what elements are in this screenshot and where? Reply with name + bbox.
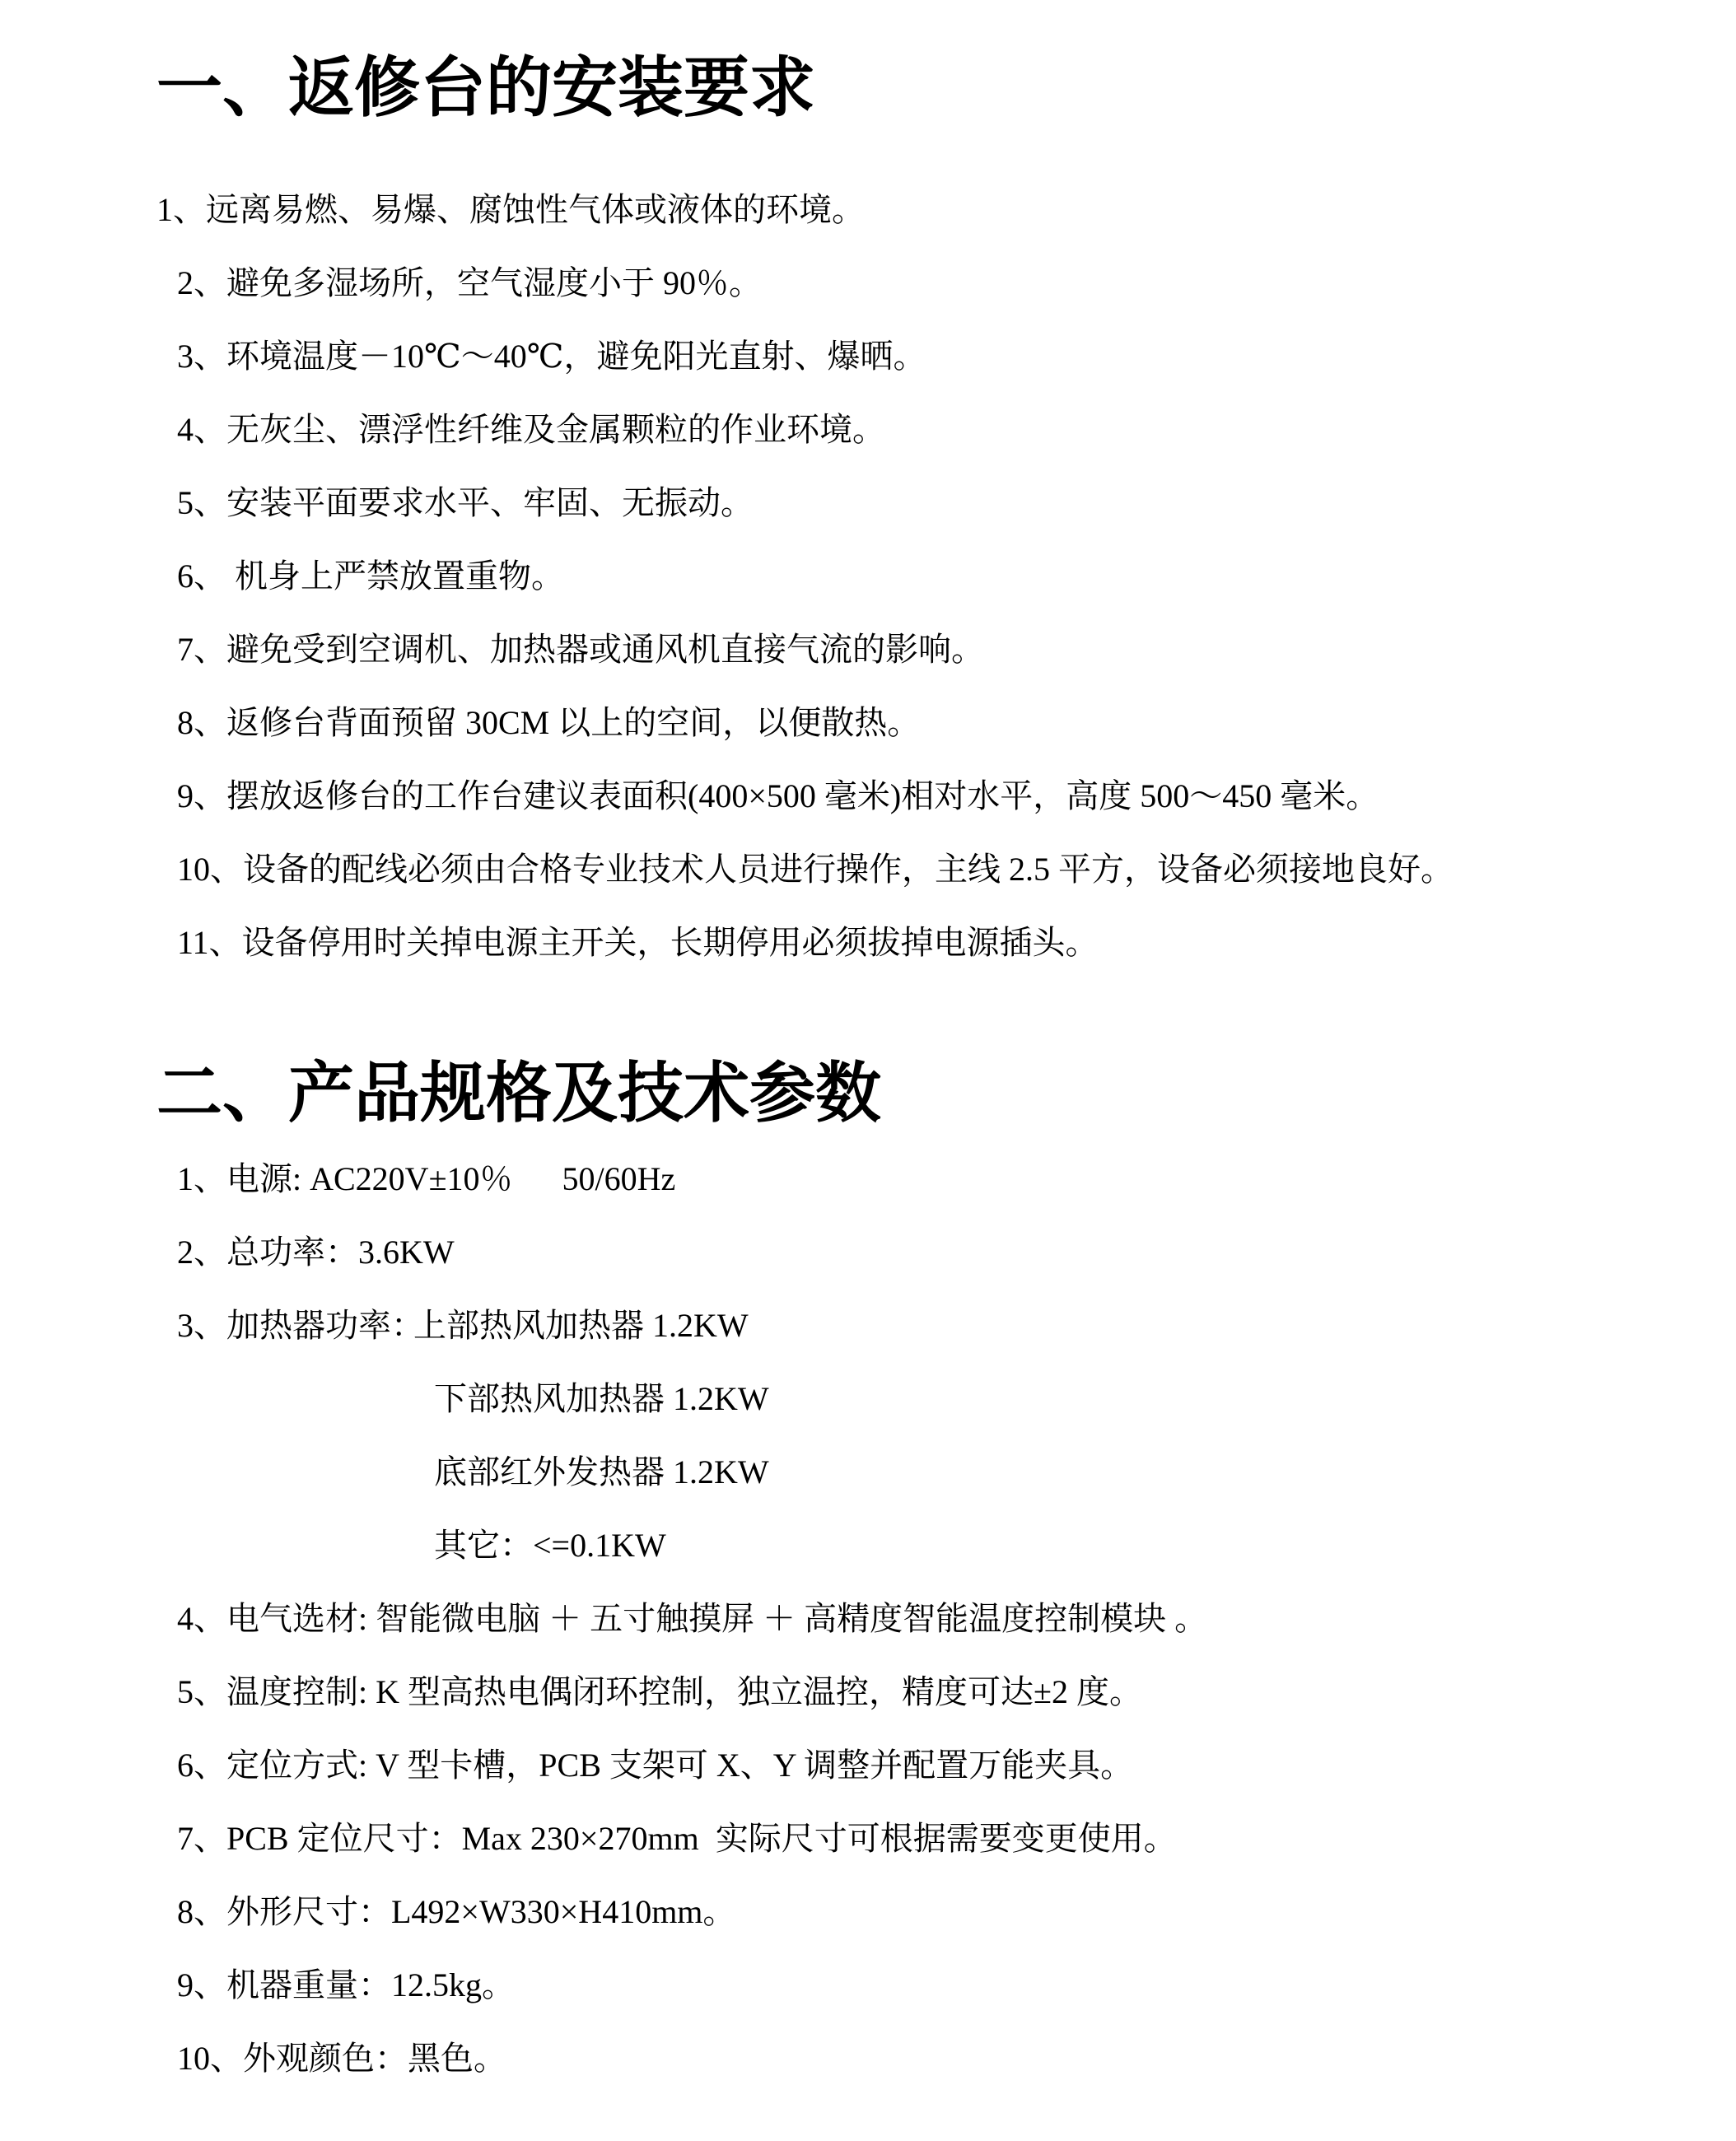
spec-value: 上部热风加热器 1.2KW [413,1307,749,1344]
list-item: 4、电气选材: 智能微电脑 ＋ 五寸触摸屏 ＋ 高精度智能温度控制模块 。 [177,1600,1208,1637]
list-item: 2、总功率：3.6KW [177,1234,455,1271]
section2-list [156,1142,1687,2095]
list-item: 9、机器重量：12.5kg。 [177,1966,515,2003]
list-subitem: 底部红外发热器 1.2KW [434,1453,769,1490]
list-item: 8、返修台背面预留 30CM 以上的空间，以便散热。 [177,704,921,741]
list-item-heater-power [156,1289,1687,1362]
list-item: 1、远离易燃、易爆、腐蚀性气体或液体的环境。 [156,191,865,228]
list-item: 9、摆放返修台的工作台建议表面积(400×500 毫米)相对水平，高度 500～450 毫米。 [177,777,1379,814]
list-subitem: 其它：<=0.1KW [434,1527,666,1564]
list-item: 4、无灰尘、漂浮性纤维及金属颗粒的作业环境。 [177,411,885,448]
list-item: 5、温度控制: K 型高热电偶闭环控制，独立温控，精度可达±2 度。 [177,1673,1142,1710]
list-item: 2、避免多湿场所，空气湿度小于 90％。 [177,264,762,301]
list-item: 7、PCB 定位尺寸：Max 230×270mm 实际尺寸可根据需要变更使用。 [177,1820,1177,1857]
list-item: 8、外形尺寸：L492×W330×H410mm。 [177,1893,736,1930]
list-subitem: 下部热风加热器 1.2KW [434,1380,769,1417]
spec-label: 3、加热器功率： [177,1307,424,1344]
list-item: 6、 机身上严禁放置重物。 [177,557,564,595]
list-item: 5、安装平面要求水平、牢固、无振动。 [177,484,754,521]
list-item: 1、电源: AC220V±10％ 50/60Hz [177,1160,676,1197]
list-item: 6、定位方式: V 型卡槽，PCB 支架可 X、Y 调整并配置万能夹具。 [177,1747,1134,1784]
list-item: 7、避免受到空调机、加热器或通风机直接气流的影响。 [177,631,984,668]
section1-title: 一、返修台的安装要求 [156,53,815,125]
section2-title: 二、产品规格及技术参数 [156,1058,881,1131]
section1-list [156,173,1687,979]
list-item: 10、外观颜色：黑色。 [177,2040,506,2077]
list-item: 11、设备停用时关掉电源主开关，长期停用必须拔掉电源插头。 [177,924,1099,961]
list-item: 10、设备的配线必须由合格专业技术人员进行操作，主线 2.5 平方，设备必须接地良好。 [177,851,1454,888]
list-item: 3、环境温度－10℃～40℃，避免阳光直射、爆晒。 [177,338,926,375]
